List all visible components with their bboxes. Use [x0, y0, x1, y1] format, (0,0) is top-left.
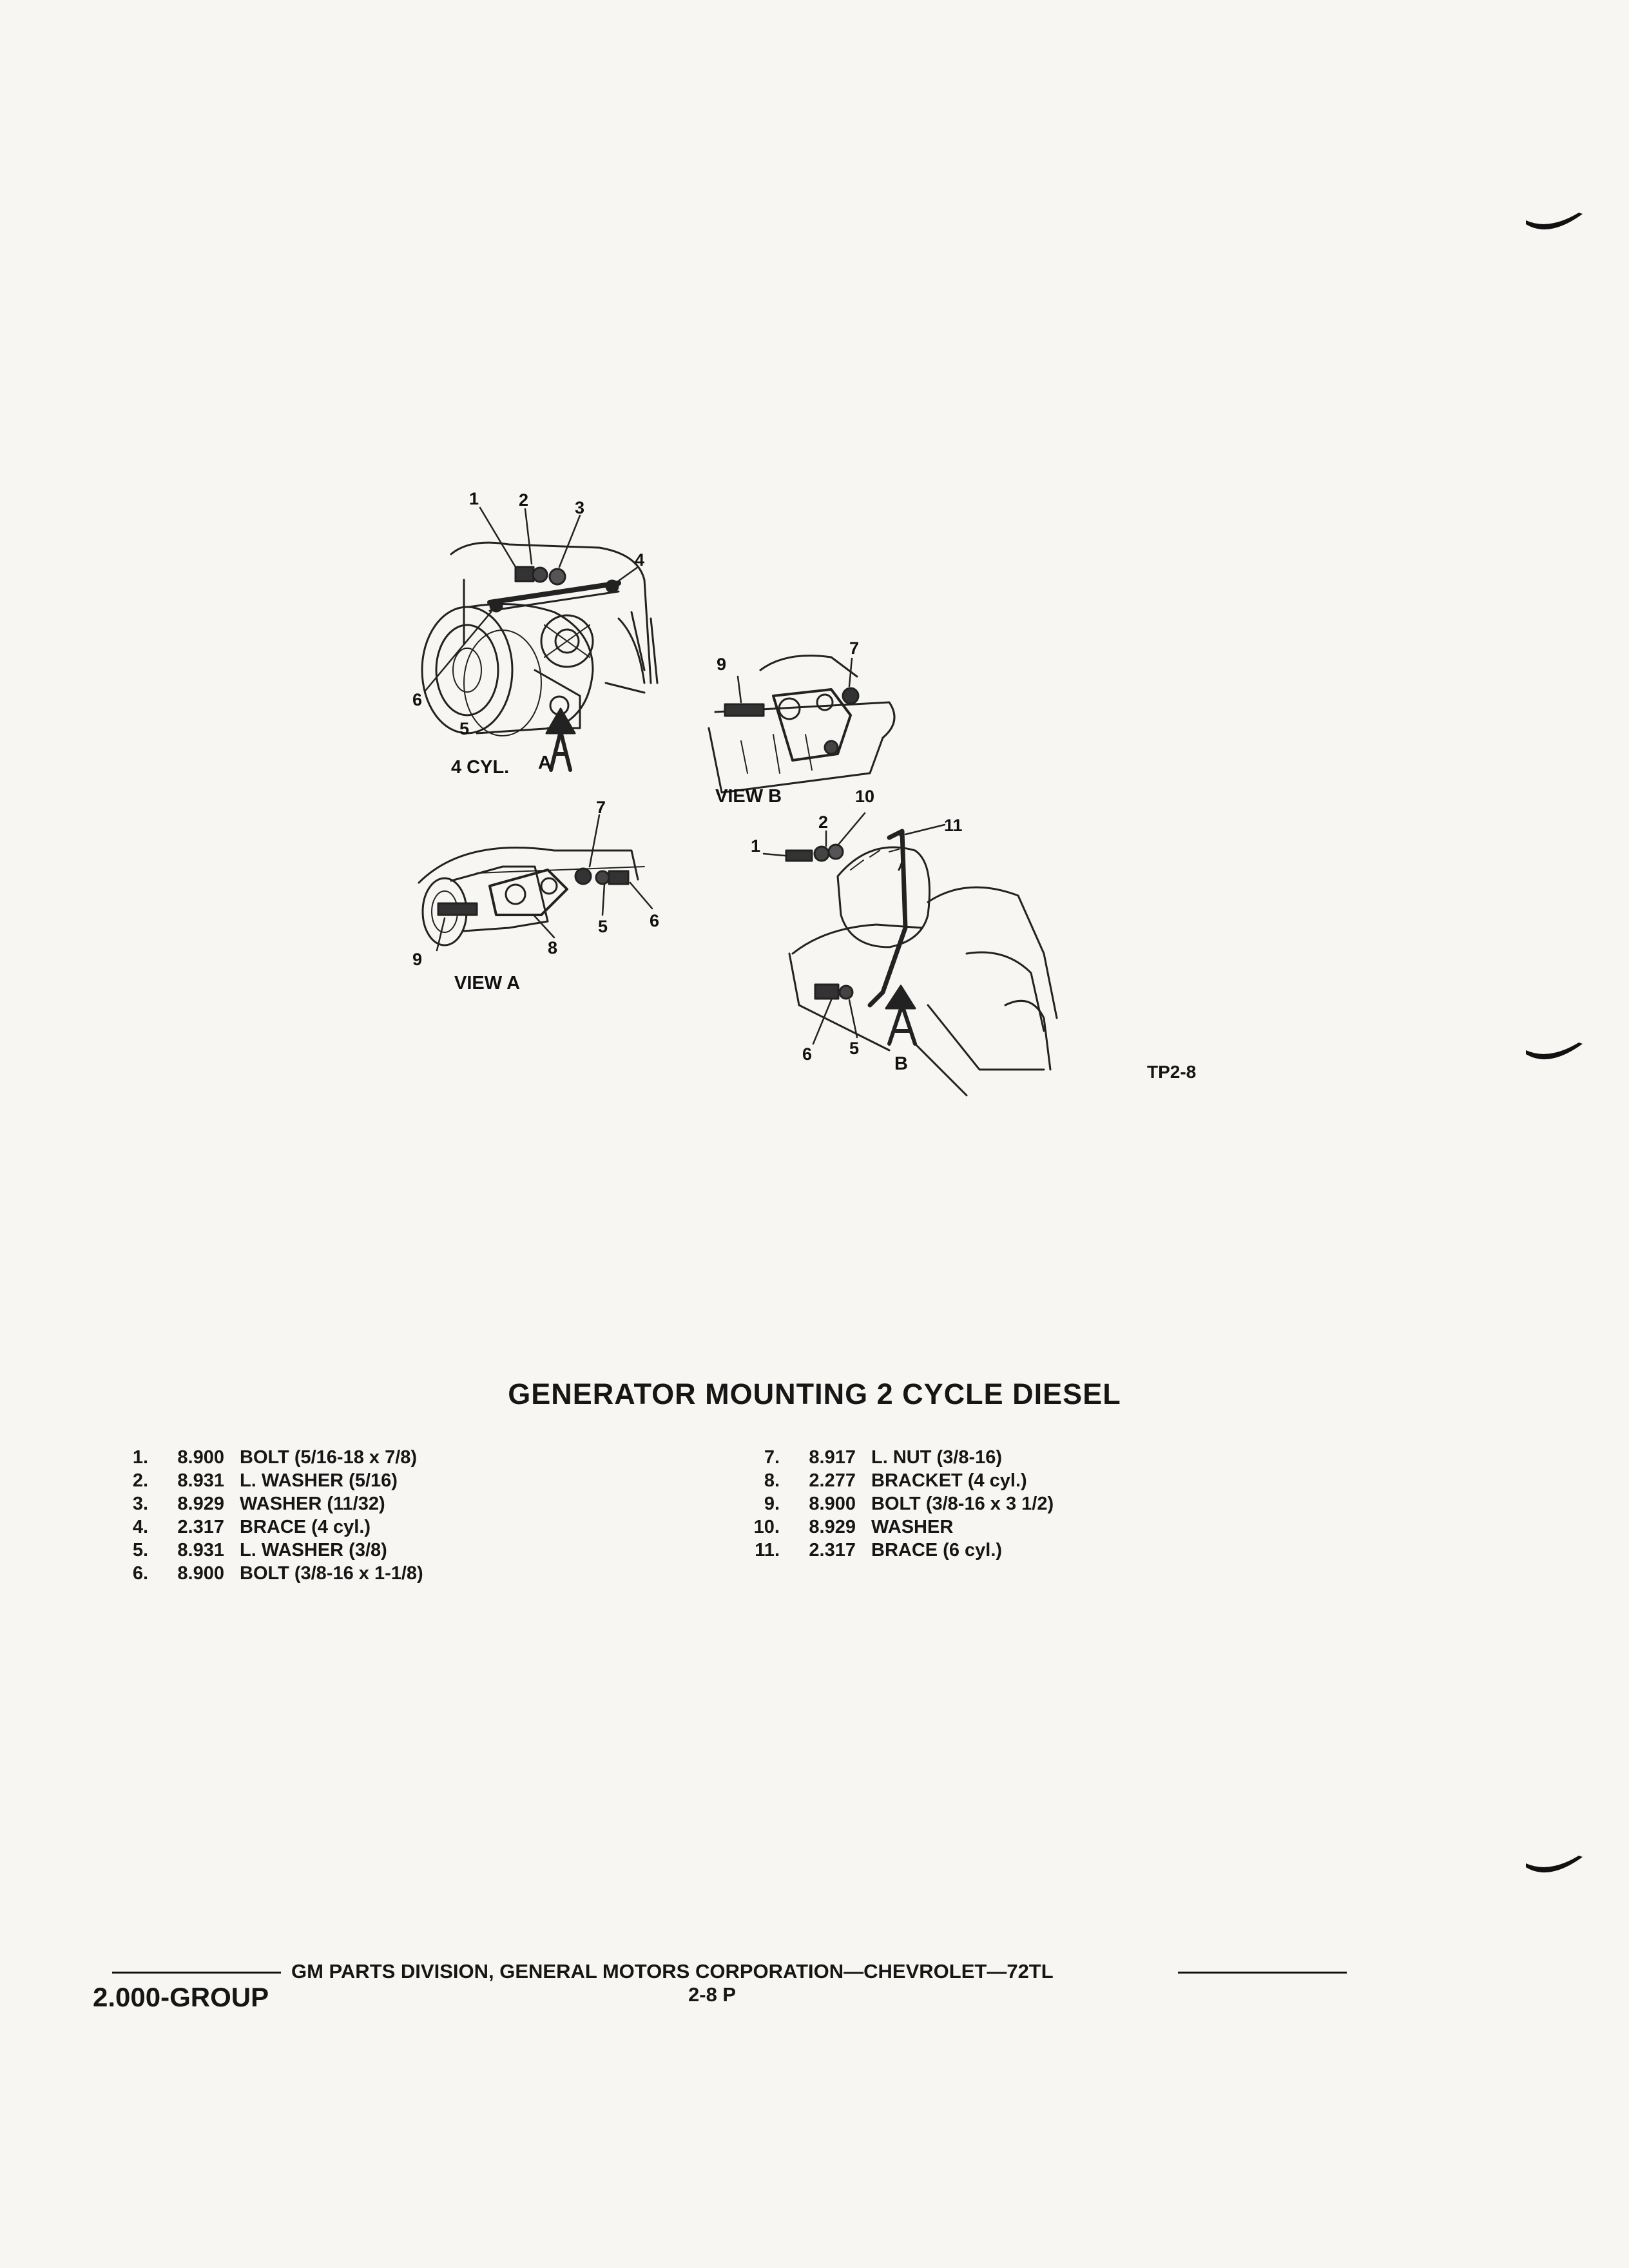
callout-5b: 5	[598, 917, 608, 936]
callout-6b: 6	[650, 911, 660, 930]
callout-6: 6	[412, 690, 423, 709]
callout-3: 3	[575, 498, 585, 517]
part-description: BOLT (5/16-18 x 7/8)	[240, 1447, 418, 1468]
part-code: 8.931	[177, 1540, 224, 1561]
parts-list-row	[108, 1539, 423, 1562]
callout-5c: 5	[849, 1039, 860, 1058]
part-description: L. WASHER (3/8)	[240, 1540, 387, 1561]
part-description: BOLT (3/8-16 x 3 1/2)	[871, 1494, 1054, 1514]
callout-9b: 9	[412, 950, 423, 969]
part-description: WASHER (11/32)	[240, 1494, 385, 1514]
view-b-drawing	[709, 656, 894, 793]
part-code: 8.929	[177, 1494, 224, 1514]
callout-4: 4	[635, 550, 645, 570]
part-code: 2.317	[177, 1517, 224, 1537]
part-description: BRACKET (4 cyl.)	[871, 1470, 1027, 1491]
footer-publisher: GM PARTS DIVISION, GENERAL MOTORS CORPORATION—CHEVROLET—72TL	[291, 1960, 1054, 1983]
part-description: WASHER	[871, 1517, 954, 1537]
part-code: 8.931	[177, 1470, 224, 1491]
part-description: BOLT (3/8-16 x 1-1/8)	[240, 1563, 423, 1584]
parts-list-row	[108, 1469, 423, 1492]
four-cyl-generator-drawing	[422, 543, 657, 770]
parts-list-row	[740, 1515, 1054, 1539]
part-code: 2.317	[809, 1540, 856, 1561]
six-cyl-generator-drawing	[786, 831, 1057, 1095]
binder-tab-mark	[1523, 1853, 1585, 1879]
part-description: BRACE (4 cyl.)	[240, 1517, 371, 1537]
part-description: L. WASHER (5/16)	[240, 1470, 398, 1491]
part-code: 2.277	[809, 1470, 856, 1491]
arrow-b-label: B	[894, 1053, 908, 1074]
page-title: GENERATOR MOUNTING 2 CYCLE DIESEL	[508, 1378, 1121, 1410]
part-number: 7.	[764, 1447, 780, 1468]
parts-list-row	[740, 1492, 1054, 1515]
part-number: 11.	[755, 1540, 780, 1561]
part-code: 8.900	[177, 1563, 224, 1584]
callout-1: 1	[469, 489, 479, 508]
part-number: 9.	[764, 1494, 780, 1514]
callout-9: 9	[717, 655, 727, 674]
part-number: 3.	[132, 1494, 148, 1514]
parts-list-row	[108, 1446, 423, 1469]
callout-8: 8	[548, 938, 558, 957]
callout-10: 10	[855, 787, 875, 806]
parts-list-row	[108, 1515, 423, 1539]
footer-rule-right	[1178, 1972, 1347, 1974]
parts-list-row	[108, 1492, 423, 1515]
footer-rule-left	[112, 1972, 281, 1974]
part-code: 8.900	[177, 1447, 224, 1468]
part-number: 2.	[132, 1470, 148, 1491]
part-code: 8.917	[809, 1447, 856, 1468]
four-cyl-label: 4 CYL.	[451, 757, 510, 778]
binder-tab-mark	[1523, 1040, 1585, 1066]
binder-tab-mark	[1523, 210, 1585, 236]
part-number: 5.	[132, 1540, 148, 1561]
callout-5: 5	[459, 719, 470, 738]
parts-list-row	[740, 1469, 1054, 1492]
part-number: 1.	[132, 1447, 148, 1468]
part-description: BRACE (6 cyl.)	[871, 1540, 1003, 1561]
page-number: 2-8 P	[688, 1983, 737, 2006]
callout-7: 7	[849, 639, 860, 658]
group-label: 2.000-GROUP	[93, 1982, 269, 2012]
figure-code: TP2-8	[1147, 1062, 1197, 1082]
parts-list-row	[740, 1539, 1054, 1562]
part-number: 4.	[132, 1517, 148, 1537]
part-number: 8.	[764, 1470, 780, 1491]
view-a-drawing	[419, 848, 644, 945]
view-b-label: VIEW B	[715, 786, 782, 807]
callout-2b: 2	[818, 812, 829, 832]
parts-list-left	[108, 1446, 423, 1585]
parts-list-row	[108, 1562, 423, 1585]
part-code: 8.900	[809, 1494, 856, 1514]
parts-list-right	[740, 1446, 1054, 1562]
callout-2: 2	[519, 490, 529, 510]
callout-7b: 7	[596, 798, 606, 817]
part-description: L. NUT (3/8-16)	[871, 1447, 1003, 1468]
arrow-a-label: A	[538, 753, 552, 773]
callout-1b: 1	[751, 836, 761, 856]
callout-11: 11	[944, 816, 963, 835]
view-a-label: VIEW A	[454, 973, 521, 994]
part-number: 6.	[132, 1563, 148, 1584]
parts-list-row	[740, 1446, 1054, 1469]
part-code: 8.929	[809, 1517, 856, 1537]
part-number: 10.	[753, 1517, 780, 1537]
callout-6c: 6	[802, 1044, 813, 1064]
